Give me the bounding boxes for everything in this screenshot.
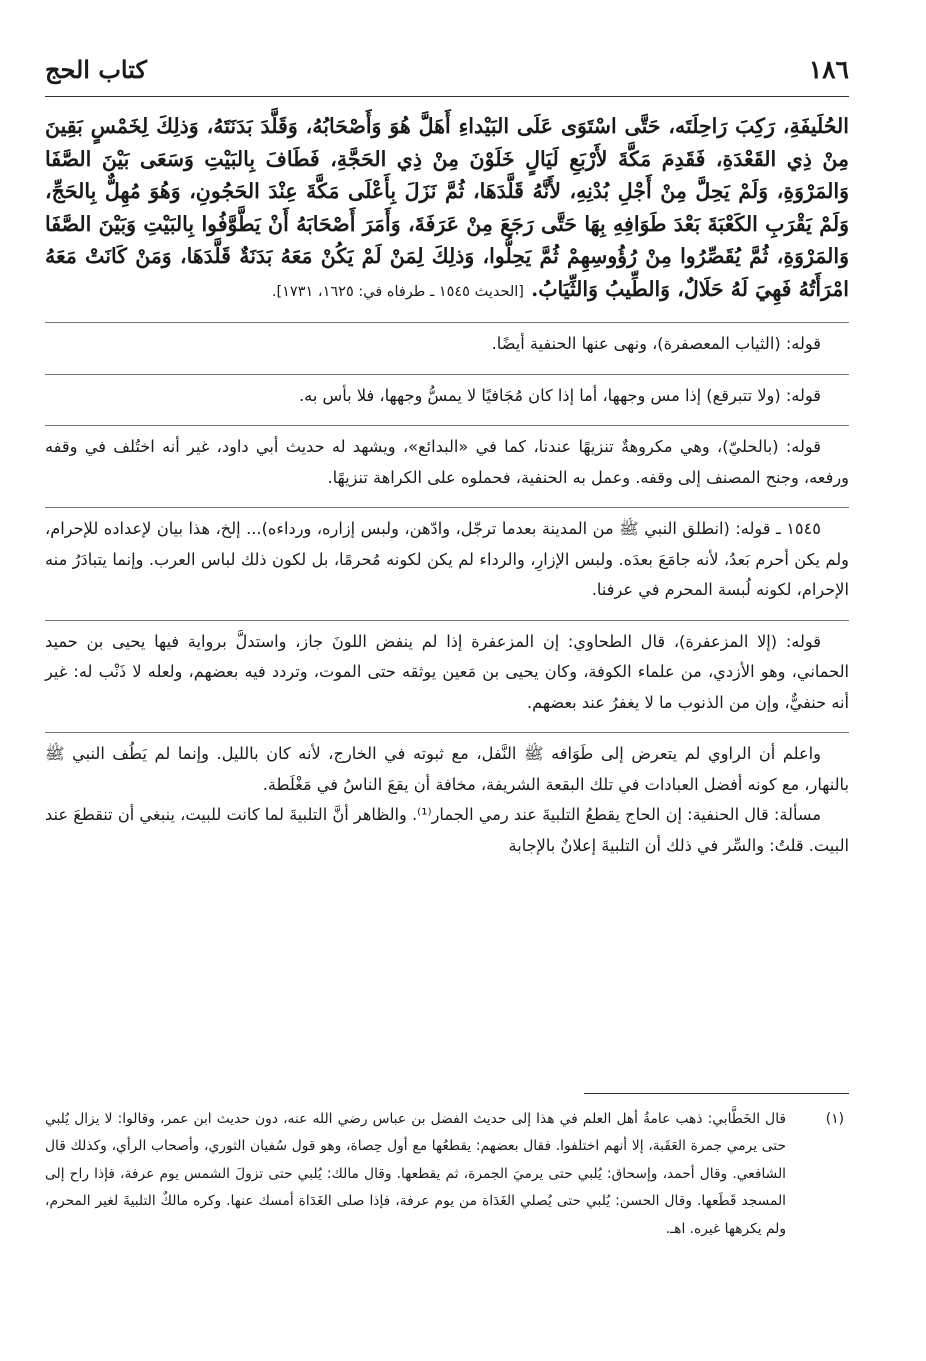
commentary-paragraph: واعلم أن الراوي لم يتعرض إلى طَوَافه ﷺ النَّفل، مع ثبوته في الخارج، لأنه كان بالليل. وإنما لم يَطُف النبي ﷺ بالنهار، مع كونه أفضل العبادات في تلك البقعة الشريفة، مخافة أن يقعَ الناسُ في مَغْلَطة. <box>45 744 849 794</box>
mas-ala-paragraph: مسألة: قال الحنفية: إن الحاج يقطعُ التلبيةَ عند رمي الجمار⁽¹⁾. والظاهر أنَّ التلبيةَ لما كانت للبيت، ينبغي أن تنقطعَ عند البيت. قلتُ: والسِّر في ذلك أن التلبيةَ إعلانٌ بالإجابة <box>45 805 849 855</box>
page-header <box>45 55 849 95</box>
hadith-reference: [الحديث ١٥٤٥ ـ طرفاه في: ١٦٢٥، ١٧٣١]. <box>271 283 524 300</box>
footnotes <box>45 1106 844 1243</box>
section-divider <box>45 322 849 323</box>
section-divider <box>45 425 849 426</box>
commentary-paragraph: قوله: (ولا تتبرقع) إذا مس وجهها، أما إذا كان مُجَافيًا لا يمسُّ وجهها، فلا بأس به. <box>299 385 821 405</box>
hadith-body: الحُلَيفَةِ، رَكِبَ رَاحِلَتَه، حَتَّى اسْتَوَى عَلَى البَيْداءِ أَهَلَّ هُوَ وَأَصْحَابُهُ، وَقَلَّدَ بَدَنَتَهُ، وَذلِكَ لِخَمْسٍ بَقِينَ مِنْ ذِي القَعْدَةِ، فَقَدِمَ مَكَّةَ لأَرْبَعِ لَيَالٍ خَلَوْنَ مِنْ ذِي الحَجَّةِ، فَطَافَ بِالبَيْتِ وَسَعَى بَيْنَ الصَّفَا وَالمَرْوَةِ، وَلَمْ يَحِلَّ مِنْ أَجْلِ بُدْنِهِ، لأَنَّهُ قَلَّدَهَا، ثُمَّ نَزَلَ بِأَعْلَى مَكَّةَ عِنْدَ الحَجُونِ، وَهُوَ مُهِلٌّ بِالحَجِّ، وَلَمْ يَقْرَبِ الكَعْبَةَ بَعْدَ طَوَافِهِ بِهَا حَتَّى رَجَعَ مِنْ عَرَفَةَ، وَأَمَرَ أَصْحَابَهُ أَنْ يَطَّوَّفُوا بِالبَيْتِ وَبَيْنَ الصَّفَا وَالمَرْوَةِ، ثُمَّ يُقَصِّرُوا مِنْ رُؤُوسِهِمْ ثُمَّ يَحِلُّوا، وَذلِكَ لِمَنْ لَمْ يَكُنْ مَعَهُ بَدَنَةٌ قَلَّدَهَا، وَمَنْ كَانَتْ مَعَهُ امْرَأَتُهُ فَهِيَ لَهُ حَلَالٌ، وَالطِّيبُ وَالثِّيَابُ. <box>45 114 849 301</box>
section-divider <box>45 374 849 375</box>
commentary-paragraph: قوله: (إلا المزعفرة)، قال الطحاوي: إن المزعفرة إذا لم ينفض اللونَ جاز، واستدلَّ برواية فيها يحيى بن حميد الحماني، وهو الأزدي، من علماء الكوفة، وكان يحيى بن مَعين يوثقه حتى الموت، وتردد فيه بعضهم، ولعله لا ذَنْب له: غير أنه حنفيٌّ، وإن من الذنوب ما لا يغفرُ عند بعضهم. <box>45 631 849 712</box>
footnote-text: قال الخَطَّابي: ذهب عامةُ أهل العلم في هذا إلى حديث الفضل بن عباس رضي الله عنه، دون حديث ابن عمر، وقالوا: لا يزال يُلبي حتى يرمي جمرة العَقَبة، إلا أنهم اختلفوا. فقال بعضهم: يقطعُها مع أول حِصاة، وهو قول سُفيان الثوري، وأصحاب الرأي، وكذلك قال الشافعي. وقال أحمد، وإسحاق: يُلبي حتى يرميَ الجمرة، ثم يقطعها. وقال مالك: يُلبي حتى تزولَ الشمس يوم عرفة، فإذا راح إلى المسجد قَطَعها. وقال الحسن: يُلبي حتى يُصلي الغَدَاة من يوم عرفة، فإذا صلى الغَدَاة أمسك عنها. وكره مالكٌ التلبيةَ لغير المحرم، ولم يكرهها غيره. اهـ. <box>45 1111 786 1237</box>
header-rule <box>45 96 849 97</box>
commentary-paragraph: قوله: (بالحليّ)، وهي مكروهةٌ تنزيهًا عندنا، كما في «البدائع»، ويشهد له حديث أبي داود، غير أنه اختُلف في وقفه ورفعه، وجنح المصنف إلى وقفه. وعمل به الحنفية، فحملوه على الكراهة تنزيهًا. <box>45 437 849 487</box>
section-divider <box>45 507 849 508</box>
commentary-paragraph: ١٥٤٥ ـ قوله: (انطلق النبي ﷺ من المدينة بعدما ترجّل، وادّهن، ولبس إزاره، ورداءه)... إلخ، هذا بيان لإعداده للإحرام، ولم يكن أحرم بَعدُ، لأنه جامَعَ بعدَه. ولبس الإزارِ، والرداء لم يكن لكونه مُحرمًا، بل لكون ذلك لباس العرب. وإنما يتبادَرُ منه الإحرام، لكونه لُبسة المحرم في عرفنا. <box>45 519 849 599</box>
footnote <box>45 1106 844 1243</box>
hadith-text <box>45 110 849 308</box>
section-divider <box>45 620 849 621</box>
footnote-rule <box>584 1093 849 1094</box>
footnote-marker: (١) <box>825 1111 844 1127</box>
page-body <box>45 110 849 861</box>
book-title: كتاب الحج <box>45 55 147 84</box>
section-divider <box>45 732 849 733</box>
page-number: ١٨٦ <box>808 55 849 84</box>
commentary-paragraph: قوله: (الثياب المعصفرة)، ونهى عنها الحنفية أيضًا. <box>491 334 821 353</box>
